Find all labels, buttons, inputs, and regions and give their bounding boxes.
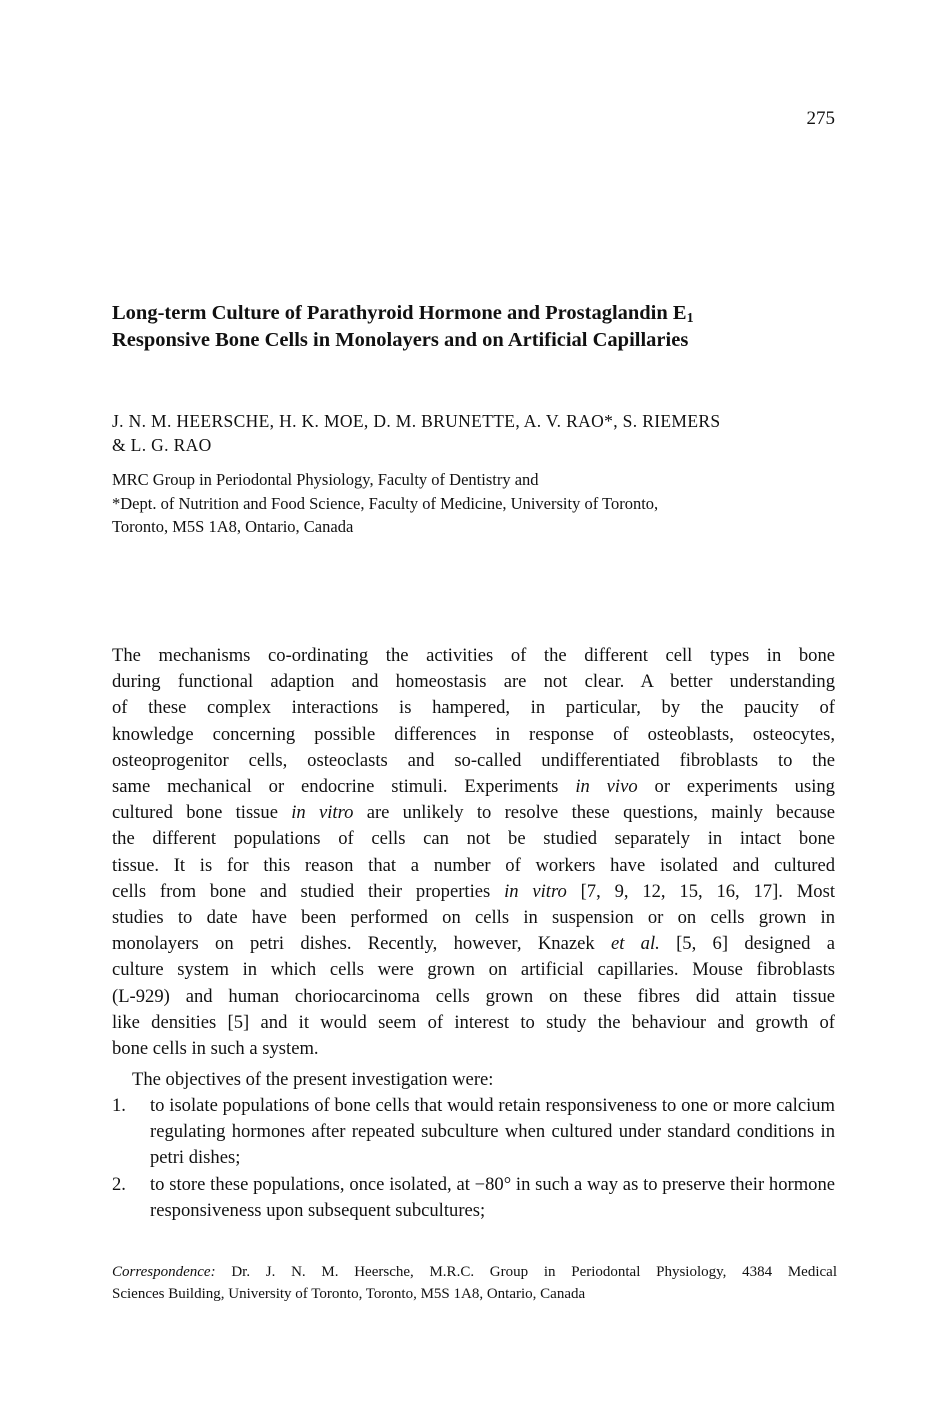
body-line: (L-929) and human choriocarcinoma cells grown on these fibres did attain tissue [112,985,835,1007]
title-line-1 [112,302,694,324]
list-item-text: to store these populations, once isolated, at −80° in such a way as to preserve their hormone responsiveness upon subsequent subcultures; [150,1173,835,1221]
body-line: of these complex interactions is hampered, in particular, by the paucity of [112,697,835,719]
title-subscript: 1 [686,311,694,326]
body-line: like densities [5] and it would seem of interest to study the behaviour and growth of [112,1011,835,1033]
article-title [112,300,832,354]
body-text-run: cultured bone tissue [112,802,292,824]
list-item-text: to isolate populations of bone cells that would retain responsiveness to one or more calcium regulating hormones after repeated subculture when cultured under standard conditions in petri dishes; [150,1095,835,1169]
body-line: knowledge concerning possible differences in response of osteoblasts, osteocytes, [112,723,835,745]
body-text-run: cells from bone and studied their properties [112,880,505,902]
body-text-run: or experiments using [637,776,835,798]
footnote-line-2: Sciences Building, University of Toronto, Toronto, M5S 1A8, Ontario, Canada [112,1285,586,1302]
italic-term: in vitro [291,802,354,824]
author-list [112,409,842,457]
body-text-run: are unlikely to resolve these questions, mainly because [353,802,835,824]
affiliation-line-3: Toronto, M5S 1A8, Ontario, Canada [112,517,354,536]
authors-line-1: J. N. M. HEERSCHE, H. K. MOE, D. M. BRUNETTE, A. V. RAO*, S. RIEMERS [112,411,721,431]
title-line-2: Responsive Bone Cells in Monolayers and on Artificial Capillaries [112,329,689,351]
italic-term: et al. [610,933,660,955]
body-line: studies to date have been performed on cells in suspension or on cells grown in [112,907,835,929]
body-line: the different populations of cells can not be studied separately in intact bone [112,828,835,850]
affiliation [112,468,842,539]
list-item-number: 2. [112,1173,126,1195]
italic-term: in vivo [575,776,638,798]
body-line [112,800,835,826]
body-line: bone cells in such a system. [112,1038,319,1060]
body-line: during functional adaption and homeostasis are not clear. A better understanding [112,671,835,693]
footnote-line-1 [112,1262,837,1284]
body-line: tissue. It is for this reason that a number of workers have isolated and cultured [112,854,835,876]
authors-line-2: & L. G. RAO [112,435,212,455]
footnote-text: Dr. J. N. M. Heersche, M.R.C. Group in Periodontal Physiology, 4384 Medical [215,1264,837,1280]
affiliation-line-1: MRC Group in Periodontal Physiology, Faculty of Dentistry and [112,470,539,489]
correspondence-footnote [112,1262,837,1305]
body-paragraph [112,643,835,1062]
body-line: culture system in which cells were grown on artificial capillaries. Mouse fibroblasts [112,959,835,981]
affiliation-line-2: *Dept. of Nutrition and Food Science, Faculty of Medicine, University of Toronto, [112,493,659,513]
body-text-run: monolayers on petri dishes. Recently, however, Knazek [112,933,611,955]
body-text-run: same mechanical or endocrine stimuli. Experiments [112,776,576,798]
footnote-label: Correspondence: [112,1264,216,1280]
list-item [112,1093,835,1172]
body-text-run: [5, 6] designed a [659,933,835,955]
body-line: The mechanisms co-ordinating the activities of the different cell types in bone [112,645,835,666]
page-number: 275 [806,108,835,129]
objectives-list [112,1093,835,1224]
list-item-number: 1. [112,1095,126,1116]
italic-term: in vitro [504,880,567,902]
body-text-run: [7, 9, 12, 15, 16, 17]. Most [566,880,835,902]
body-line: osteoprogenitor cells, osteoclasts and so-called undifferentiated fibroblasts to the [112,749,835,771]
list-item [112,1172,835,1224]
body-line [112,879,835,905]
body-line [112,931,835,957]
objectives-intro: The objectives of the present investigation were: [132,1069,494,1090]
title-line-1-text: Long-term Culture of Parathyroid Hormone and Prostaglandin E [112,302,687,324]
body-line [112,774,835,800]
